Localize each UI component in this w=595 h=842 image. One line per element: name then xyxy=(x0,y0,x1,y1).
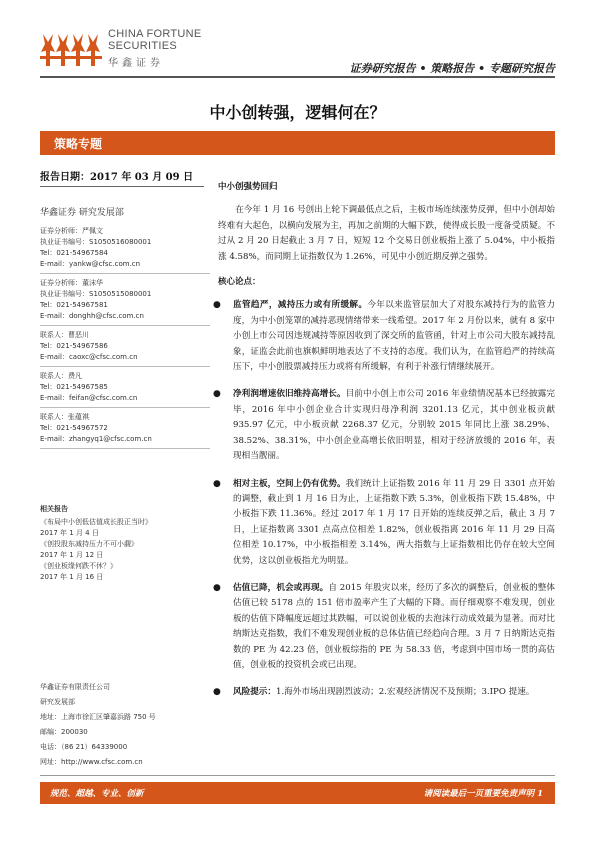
bullet-dot-icon: ● xyxy=(213,582,221,593)
bullet-dot-icon: ● xyxy=(213,478,221,489)
key-points-list xyxy=(213,298,555,700)
logo-mark-icon xyxy=(40,28,102,68)
contact-block xyxy=(40,371,210,408)
footer-divider xyxy=(40,775,555,776)
contact-line: 证券分析师：严佩文 xyxy=(40,227,103,235)
key-point xyxy=(213,477,555,569)
key-points-heading: 核心论点： xyxy=(218,277,261,288)
contact-line: Tel：021-54967585 xyxy=(40,383,108,391)
key-point-body: 我们统计上证指数 2016 年 11 月 29 日 3301 点开始的调整，截止到 1 月 16 日为止，上证指数下跌 5.3%，创业板指下跌 15.48%，中小板指下跌 11.36%。经过 2017 年 1 月 17 日开始的连续反弹之后，截止 3 月 7 日，上证指数离 3301 点高点位相差 1.82%，创业板指离 2016 年 11 月 29 日高位相差 10.17%，中小板指相差 3.14%，两大指数与上证指数相比仍存在较大空间优势，这以创业板指尤为明显。 xyxy=(233,478,555,566)
company-info-line: 邮编：200030 xyxy=(40,728,88,736)
related-reports xyxy=(40,504,210,583)
date-divider xyxy=(40,186,204,187)
contact-line: 联系人：张蕴祺 xyxy=(40,413,89,421)
main-content xyxy=(213,180,555,713)
page-title: 中小创转强，逻辑何在？ xyxy=(209,103,386,122)
key-point-body: 目前中小创上市公司 2016 年业绩情况基本已经披露完毕，2016 年中小创企业合计实现归母净利润 3201.13 亿元，其中创业板贡献 935.97 亿元，中小板贡献 2268.37 亿元，分别较 2015 年同比上涨 38.29%、38.52%、38.31%，中小创企业高增长依旧明显，相对于经济放缓的 2016 年，表现相当靓丽。 xyxy=(233,389,555,462)
contact-block xyxy=(40,412,210,449)
company-info-line: 网址：http://www.cfsc.com.cn xyxy=(40,758,143,766)
key-point xyxy=(213,581,555,673)
contact-line: 执业证书编号：S1050515080001 xyxy=(40,290,152,298)
key-point-lead: 风险提示： xyxy=(233,687,276,698)
company-info xyxy=(40,680,210,770)
research-department: 华鑫证券 研究发展部 xyxy=(40,208,124,218)
company-info-line: 研究发展部 xyxy=(40,698,75,706)
key-point-body: 1.海外市场出现剧烈波动；2.宏观经济情况不及预期；3.IPO 提速。 xyxy=(275,687,535,698)
company-info-line: 电话：（86 21）64339000 xyxy=(40,743,128,751)
related-report-line: 2017 年 1 月 4 日 xyxy=(40,529,99,537)
key-point-lead: 净利润增速依旧维持高增长。 xyxy=(233,389,346,400)
key-point xyxy=(213,298,555,375)
contact-line: 执业证书编号：S1050516080001 xyxy=(40,238,152,246)
key-point-body: 今年以来监管层加大了对股东减持行为的监管力度，为中小创笼罩的减持恶现情绪带来一线希望。2017 年 2 月份以来，就有 8 家中小创上市公司因违规减持等原因收到了深交所的监管函，针对上市公司大股东减持乱象，证监会此前也旗帜鲜明地表达了不支持的态度。我们认为，在监管趋严的持续高压下，中小创股票减持压力或将有所缓解，有利于补涨行情继续展开。 xyxy=(233,300,555,373)
report-date: 报告日期：2017 年 03 月 09 日 xyxy=(40,172,194,183)
category-label: 策略专题 xyxy=(54,137,103,151)
contact-block xyxy=(40,226,210,274)
related-report-line: 2017 年 1 月 12 日 xyxy=(40,551,104,559)
analyst-sidebar xyxy=(40,205,210,453)
contact-line: 联系人：曹恶川 xyxy=(40,331,89,339)
contact-line: E-mail：zhangyq1@cfsc.com.cn xyxy=(40,435,152,443)
report-series-title: 证券研究报告 • 策略报告 • 专题研究报告 xyxy=(349,62,555,75)
contact-line: E-mail：caoxc@cfsc.com.cn xyxy=(40,353,138,361)
logo-english-text: CHINA FORTUNE SECURITIES xyxy=(108,28,202,52)
footer-slogan: 规范、超越、专业、创新 xyxy=(50,789,144,799)
contact-line: E-mail：yankw@cfsc.com.cn xyxy=(40,260,141,268)
footer-disclaimer: 请阅读最后一页重要免责声明 1 xyxy=(423,789,543,799)
related-report-line: 2017 年 1 月 16 日 xyxy=(40,573,104,581)
section-heading: 中小创强势回归 xyxy=(218,182,278,192)
related-reports-list xyxy=(40,517,210,583)
company-info-line: 华鑫证券有限责任公司 xyxy=(40,683,110,691)
bullet-dot-icon: ● xyxy=(213,687,221,698)
contact-line: Tel：021-54967584 xyxy=(40,249,108,257)
key-point-body: 自 2015 年股灾以来，经历了多次的调整后，创业板的整体估值已较 5178 点的 151 倍市盈率产生了大幅的下降。而仔细观察不难发现，创业板的估值下降幅度远超过其跌幅，可以说创业板的去泡沫行动成效最为显著。而对比纳斯达克指数，我们不难发现创业板的总体估值已经趋向合理。3 月 7 日纳斯达克指数的 PE 为 42.23 倍，创业板综指的 PE 为 58.33 倍，考虑到中国市场一贯的高估值，创业板的投资机会或已出现。 xyxy=(233,582,555,670)
contact-line: Tel：021-54967572 xyxy=(40,424,108,432)
key-point xyxy=(213,685,555,700)
category-banner xyxy=(40,131,555,155)
contact-line: E-mail：feifan@cfsc.com.cn xyxy=(40,394,138,402)
footer-banner xyxy=(40,782,555,804)
contact-line: 证券分析师：董沫华 xyxy=(40,279,103,287)
contact-line: 联系人：费凡 xyxy=(40,372,82,380)
contact-line: E-mail：donghh@cfsc.com.cn xyxy=(40,312,144,320)
key-point-lead: 监管趋严，减持压力或有所缓解。 xyxy=(233,300,368,311)
related-report-line: 《创投股东减持压力不可小觑》 xyxy=(40,540,138,548)
related-report-line: 《创业板缘何跌不休？》 xyxy=(40,562,117,570)
key-point-lead: 估值已降，机会或再现。 xyxy=(233,582,329,593)
intro-paragraph: 在今年 1 月 16 号创出上轮下调最低点之后，主板市场连续涨势反弹，但中小创却始终难有大起色，以横向发展为主，再加之前期的大幅下跌，使得成长股一度备受质疑。不过从 2 月 20 日起截止 3 月 7 日，短短 12 个交易日创业板指上涨了 5.04%，中小板指涨 4.58%，而同期上证指数仅为 1.26%，可见中小创近期反弹之强势。 xyxy=(218,205,555,262)
contact-block xyxy=(40,330,210,367)
contact-list xyxy=(40,226,210,449)
key-point-lead: 相对主板，空间上仍有优势。 xyxy=(233,478,346,489)
contact-line: Tel：021-54967581 xyxy=(40,301,108,309)
contact-block xyxy=(40,278,210,326)
bullet-dot-icon: ● xyxy=(213,300,221,311)
company-logo xyxy=(40,24,220,72)
logo-chinese-text: 华鑫证券 xyxy=(108,58,164,69)
bullet-dot-icon: ● xyxy=(213,389,221,400)
contact-line: Tel：021-54967586 xyxy=(40,342,108,350)
header-divider xyxy=(40,76,555,78)
related-report-line: 《布局中小创低估值成长股正当时》 xyxy=(40,518,152,526)
key-point xyxy=(213,387,555,464)
company-info-line: 地址：上海市徐汇区肇嘉浜路 750 号 xyxy=(40,713,156,721)
related-reports-heading: 相关报告 xyxy=(40,505,68,513)
